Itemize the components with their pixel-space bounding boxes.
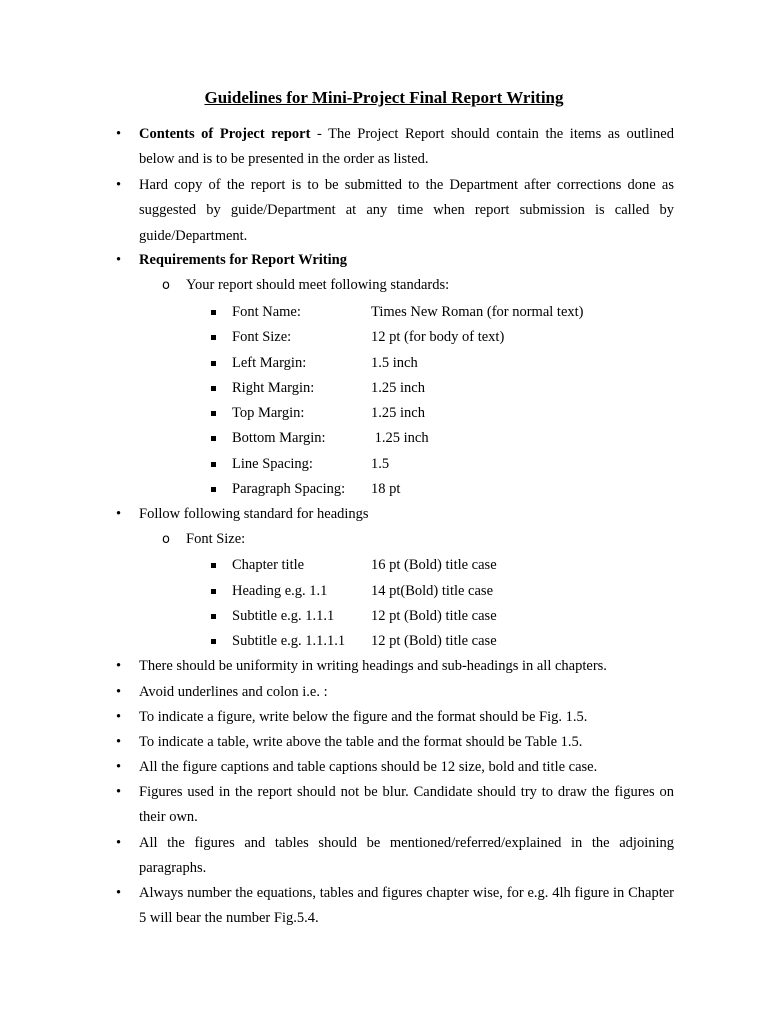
circle-bullet-icon: o bbox=[162, 278, 170, 293]
standard-row: Left Margin: 1.5 inch bbox=[232, 351, 652, 376]
bullet-icon: • bbox=[116, 658, 122, 674]
bullet-icon: • bbox=[116, 126, 122, 142]
square-bullet-icon bbox=[211, 411, 216, 416]
bullet-icon: • bbox=[116, 684, 122, 700]
standard-row: Font Size: 12 pt (for body of text) bbox=[232, 325, 652, 350]
bullet-icon: • bbox=[116, 177, 122, 193]
rule-item: • There should be uniformity in writing headings and sub-headings in all chapters. bbox=[139, 654, 674, 679]
headings-intro: Follow following standard for headings bbox=[139, 506, 369, 522]
bullet-icon: • bbox=[116, 709, 122, 725]
heading-size-row: Heading e.g. 1.1 14 pt(Bold) title case bbox=[232, 579, 652, 604]
square-bullet-icon bbox=[211, 386, 216, 391]
rule-item: • Figures used in the report should not be blur. Candidate should try to draw the figures on their own. bbox=[139, 780, 674, 831]
rule-item: • To indicate a figure, write below the figure and the format should be Fig. 1.5. bbox=[139, 705, 674, 730]
square-bullet-icon bbox=[211, 589, 216, 594]
square-bullet-icon bbox=[211, 310, 216, 315]
bullet-icon: • bbox=[116, 734, 122, 750]
bullet-icon: • bbox=[116, 835, 122, 851]
rule-item: • To indicate a table, write above the table and the format should be Table 1.5. bbox=[139, 730, 674, 755]
bullet-icon: • bbox=[116, 759, 122, 775]
list-item-headings bbox=[116, 502, 674, 527]
bullet-icon: • bbox=[116, 506, 122, 522]
square-bullet-icon bbox=[211, 563, 216, 568]
standard-row: Font Name: Times New Roman (for normal text) bbox=[232, 300, 652, 325]
bullet-icon: • bbox=[116, 784, 122, 800]
contents-heading: Contents of Project report bbox=[139, 126, 311, 142]
rule-item: • All the figures and tables should be mentioned/referred/explained in the adjoining paragraphs. bbox=[139, 831, 674, 882]
standard-row: Top Margin: 1.25 inch bbox=[232, 401, 652, 426]
sub-item-font-size bbox=[162, 527, 246, 552]
square-bullet-icon bbox=[211, 639, 216, 644]
heading-size-row: Subtitle e.g. 1.1.1 12 pt (Bold) title case bbox=[232, 604, 652, 629]
bullet-icon: • bbox=[116, 885, 122, 901]
list-item-requirements bbox=[116, 248, 674, 273]
page-title: Guidelines for Mini-Project Final Report Writing bbox=[204, 88, 564, 107]
list-item-contents bbox=[116, 122, 674, 173]
sub-item-standards bbox=[162, 273, 450, 298]
heading-size-row: Subtitle e.g. 1.1.1.1 12 pt (Bold) title case bbox=[232, 629, 652, 654]
square-bullet-icon bbox=[211, 335, 216, 340]
square-bullet-icon bbox=[211, 487, 216, 492]
heading-size-row: Chapter title 16 pt (Bold) title case bbox=[232, 553, 652, 578]
bullet-icon: • bbox=[116, 252, 122, 268]
standard-row: Paragraph Spacing: 18 pt bbox=[232, 477, 652, 502]
square-bullet-icon bbox=[211, 361, 216, 366]
standard-row: Bottom Margin: 1.25 inch bbox=[232, 426, 652, 451]
circle-bullet-icon: o bbox=[162, 532, 170, 547]
standards-intro: Your report should meet following standards: bbox=[186, 277, 450, 293]
square-bullet-icon bbox=[211, 462, 216, 467]
contents-text: - The Project Report should contain the items as outlined below and is to be presented in the order as listed. bbox=[139, 126, 674, 168]
font-size-label: Font Size: bbox=[186, 531, 246, 547]
rule-item: • Always number the equations, tables and figures chapter wise, for e.g. 4lh figure in Chapter 5 will bear the number Fig.5.4. bbox=[139, 881, 674, 932]
standard-row: Line Spacing: 1.5 bbox=[232, 452, 652, 477]
rule-item: • All the figure captions and table captions should be 12 size, bold and title case. bbox=[139, 755, 674, 780]
square-bullet-icon bbox=[211, 614, 216, 619]
square-bullet-icon bbox=[211, 436, 216, 441]
list-item-hardcopy bbox=[116, 173, 674, 249]
standard-row: Right Margin: 1.25 inch bbox=[232, 376, 652, 401]
rule-item: • Avoid underlines and colon i.e. : bbox=[139, 680, 674, 705]
hardcopy-text: Hard copy of the report is to be submitted to the Department after corrections done as suggested by guide/Department at any time when report submission is called by guide/Department. bbox=[139, 177, 674, 244]
requirements-heading: Requirements for Report Writing bbox=[139, 252, 347, 268]
